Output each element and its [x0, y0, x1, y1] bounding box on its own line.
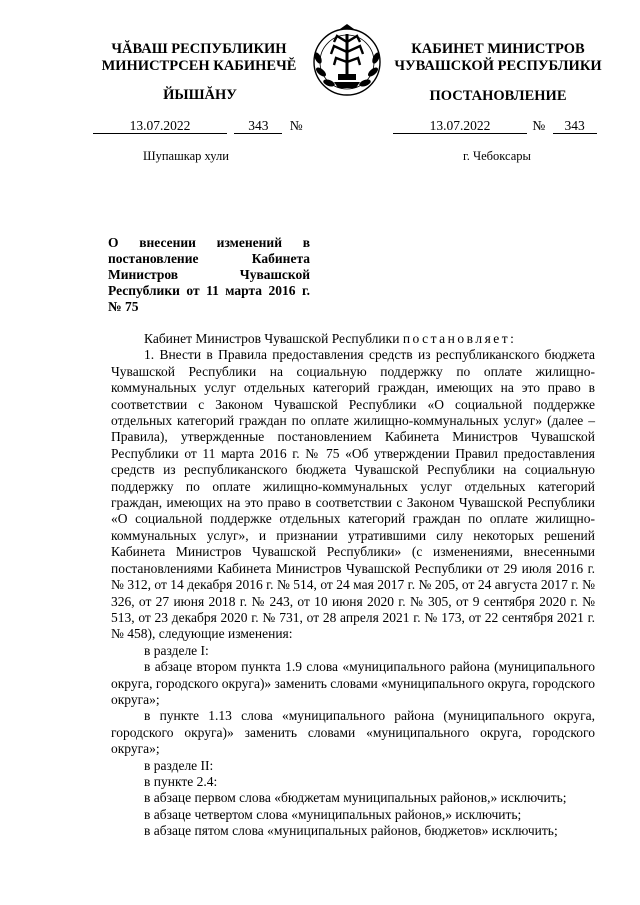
right-number-sign: №	[532, 118, 546, 133]
intro-lead: Кабинет Министров Чувашской Республики	[144, 331, 400, 346]
left-number-sign: №	[289, 118, 303, 133]
left-doc-type: ЙЫШĂНУ	[163, 87, 237, 103]
paragraph-4: в пункте 1.13 слова «муниципального района (муниципального округа, городского округа)» заменить словами «муниципального округа, городского округа»;	[111, 708, 595, 757]
right-org-name	[392, 41, 604, 75]
right-date-number	[393, 118, 597, 134]
left-org-line2: МИНИСТРСЕН КАБИНЕЧĔ	[101, 58, 297, 74]
right-org-line2: ЧУВАШСКОЙ РЕСПУБЛИКИ	[394, 58, 602, 74]
paragraph-2: в разделе I:	[144, 642, 209, 658]
left-date-number	[93, 118, 303, 134]
paragraph-8: в абзаце четвертом слова «муниципальных районов,» исключить;	[144, 806, 522, 822]
paragraph-6: в пункте 2.4:	[144, 773, 218, 789]
paragraph-1: 1. Внести в Правила предоставления средств из республиканского бюджета Чувашской Республики на социальную поддержку по оплате жилищно-коммунальных услуг отдельных категорий граждан, имеющих на это право в соответствии с Законом Чувашской Республики «О социальной поддержке отдельных категорий граждан по оплате жилищно-коммунальных услуг» (далее – Правила), утвержденные постановлением Кабинета Министров Чувашской Республики от 11 марта 2016 г. № 75 «Об утверждении Правил предоставления средств из республиканского бюджета Чувашской Республики на социальную поддержку по оплате жилищно-коммунальных услуг отдельных категорий граждан, имеющих на это право в соответствии с Законом Чувашской Республики «О социальной поддержке отдельных категорий граждан по оплате жилищно-коммунальных услуг», и признании утратившими силу некоторых решений Кабинета Министров Чувашской Республики» (с изменениями, внесенными постановлениями Кабинета Министров Чувашской Республики от 29 июля 2016 г. № 312, от 14 декабря 2016 г. № 514, от 24 мая 2017 г. № 205, от 24 августа 2017 г. № 326, от 27 июня 2018 г. № 243, от 10 июня 2020 г. № 305, от 9 сентября 2020 г. № 513, от 23 декабря 2020 г. № 731, от 28 апреля 2021 г. № 173, от 22 сентября 2021 г. № 458), следующие изменения:	[111, 347, 595, 642]
left-city: Шупашкар хули	[143, 149, 229, 163]
intro-paragraph	[111, 331, 595, 347]
paragraph-5: в разделе II:	[144, 757, 214, 773]
left-org-name	[82, 41, 316, 75]
document-body	[111, 331, 595, 840]
intro-decree: постановляет:	[402, 331, 517, 346]
paragraph-9: в абзаце пятом слова «муниципальных районов, бюджетов» исключить;	[144, 823, 558, 839]
paragraph-7: в абзаце первом слова «бюджетам муниципальных районов,» исключить;	[144, 790, 567, 806]
right-org-line1: КАБИНЕТ МИНИСТРОВ	[411, 41, 585, 57]
right-city: г. Чебоксары	[463, 149, 531, 163]
right-number: 343	[553, 118, 597, 134]
left-org-line1: ЧĂВАШ РЕСПУБЛИКИН	[111, 41, 287, 57]
document-title: О внесении изменений в постановление Кабинета Министров Чувашской Республики от 11 марта 2016 г. № 75	[108, 235, 310, 314]
right-doc-type: ПОСТАНОВЛЕНИЕ	[429, 88, 567, 104]
left-number: 343	[234, 118, 282, 134]
coat-of-arms-emblem	[304, 22, 390, 100]
right-date: 13.07.2022	[393, 118, 527, 134]
paragraph-3: в абзаце втором пункта 1.9 слова «муниципального района (муниципального округа, городского округа)» заменить словами «муниципального округа, городского округа»;	[111, 659, 595, 707]
left-date: 13.07.2022	[93, 118, 227, 134]
